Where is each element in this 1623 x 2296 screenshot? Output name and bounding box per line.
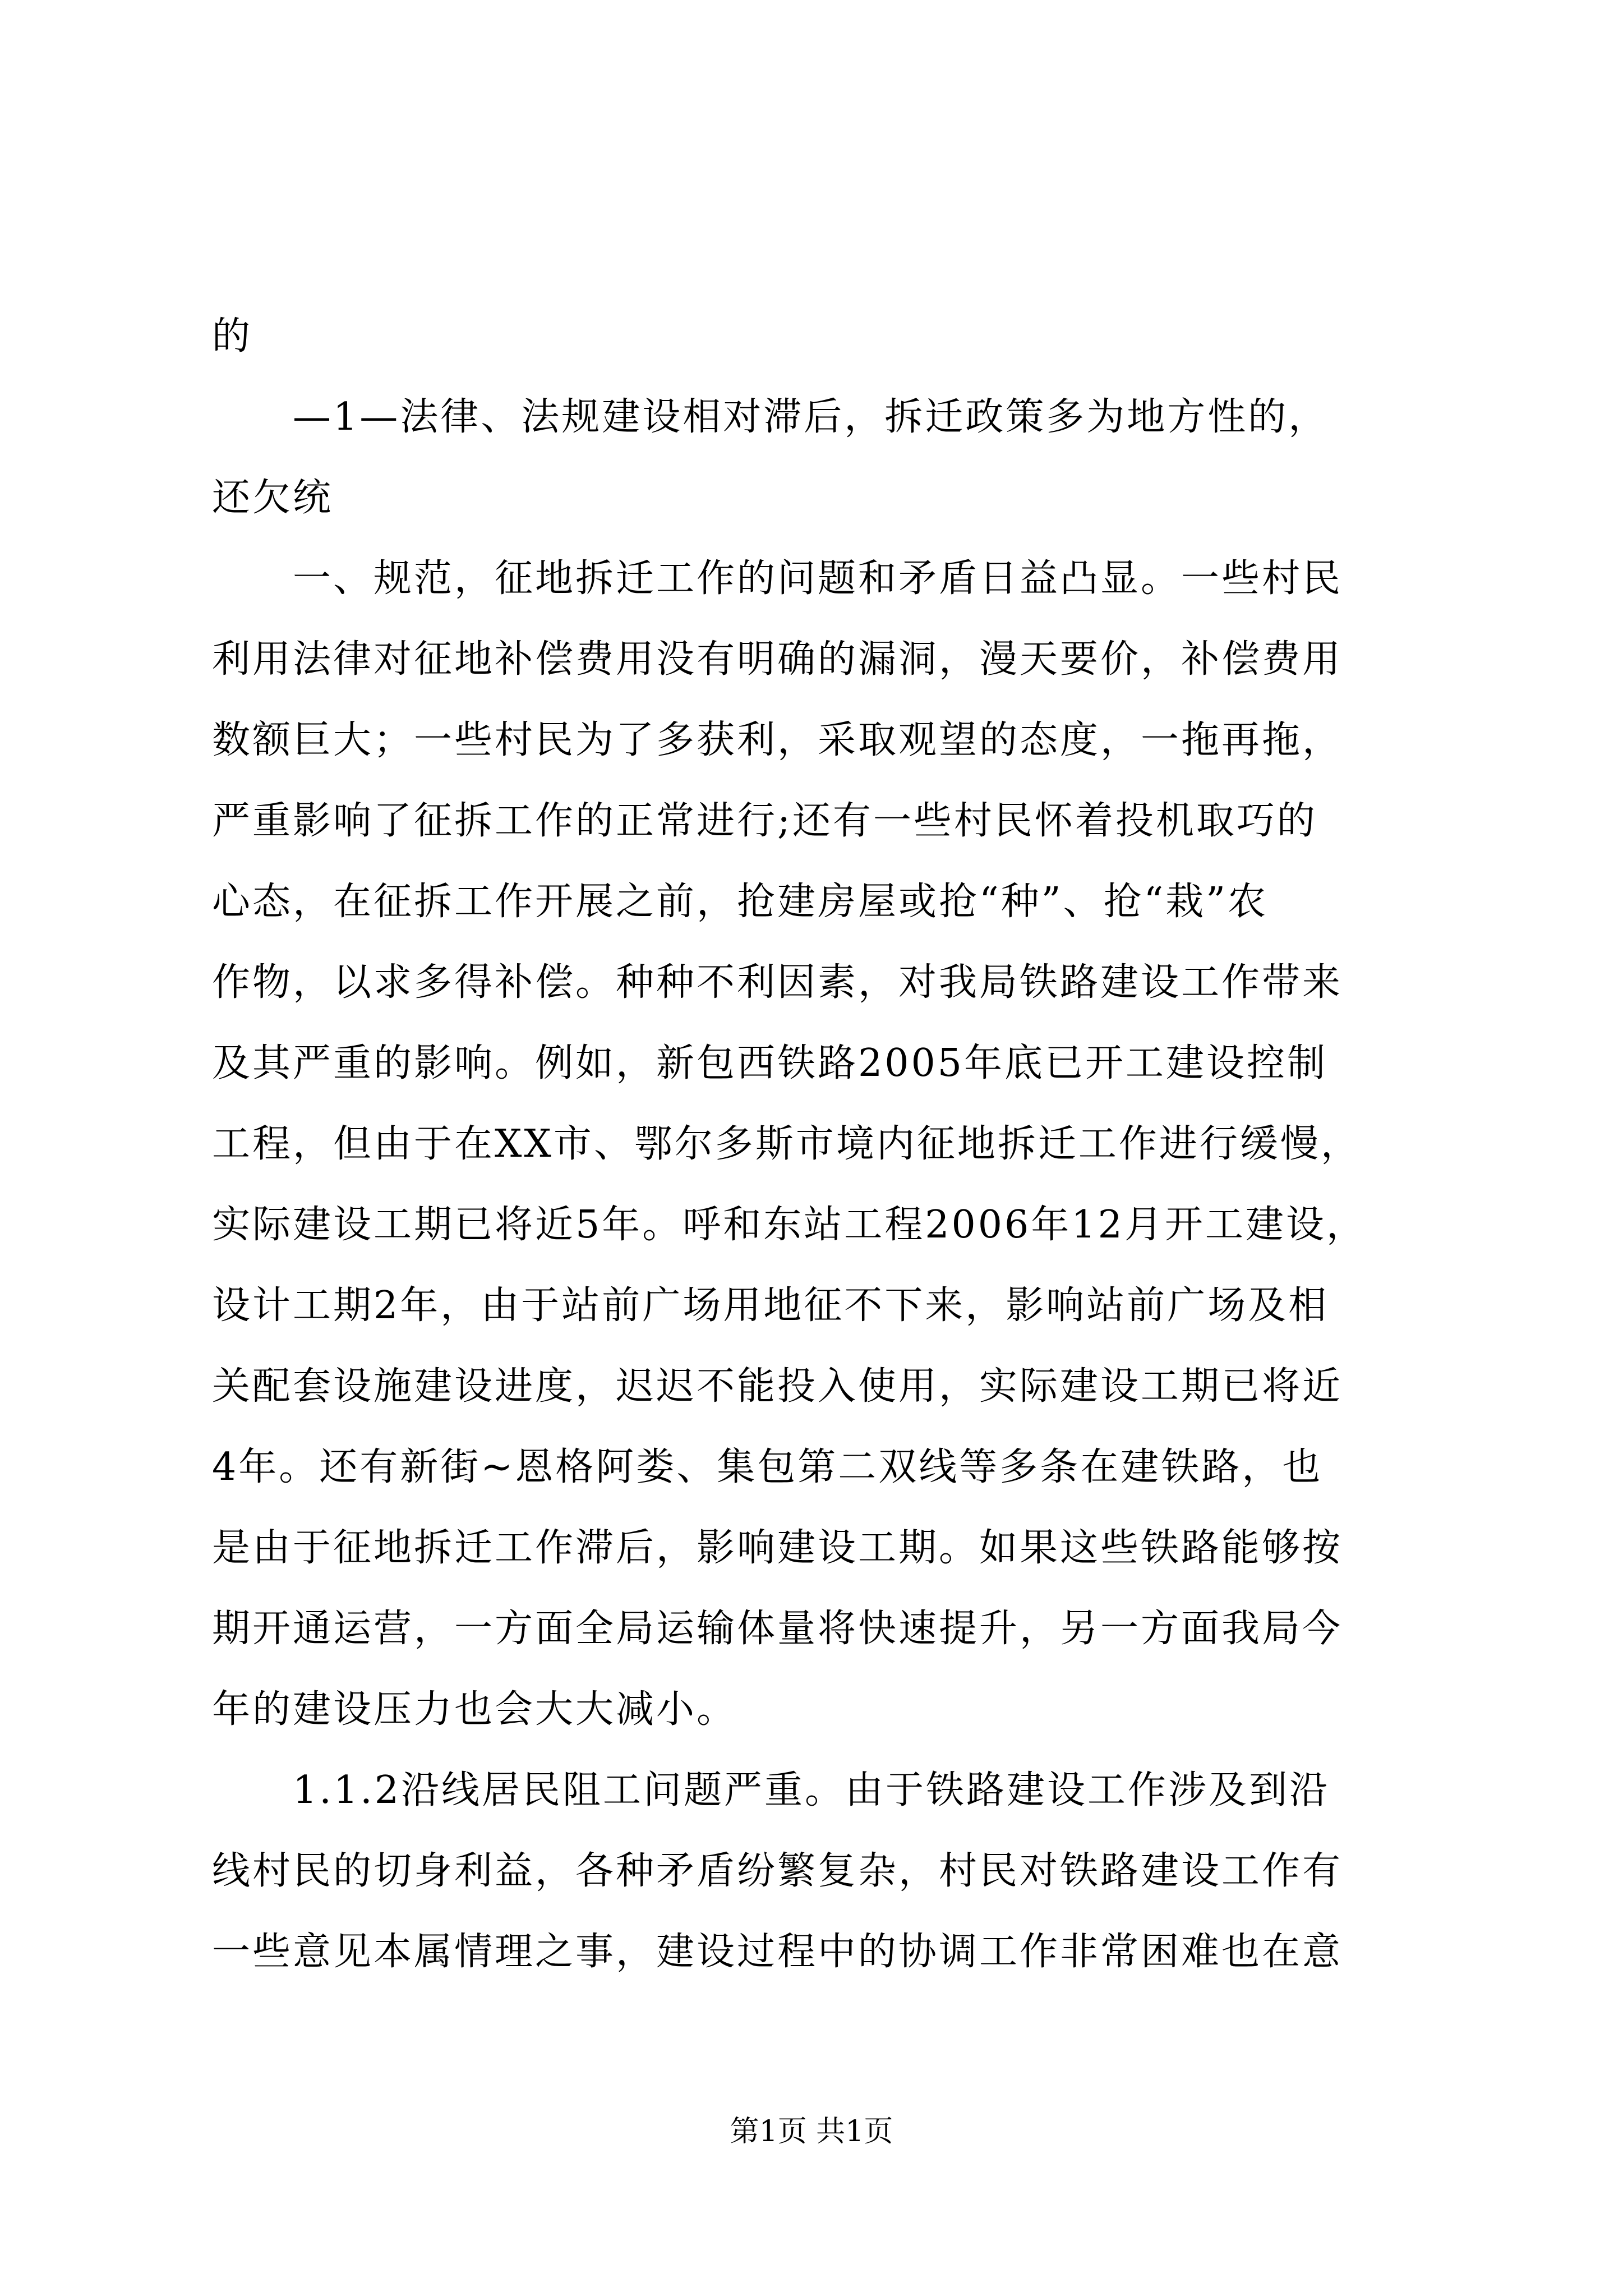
text-line: 关配套设施建设进度，迟迟不能投入使用，实际建设工期已将近 [212, 1364, 1343, 1409]
text-line: 工程，但由于在XX市、鄂尔多斯市境内征地拆迁工作进行缓慢， [212, 1122, 1361, 1166]
page-number-label: 第1页 共1页 [730, 2115, 893, 2148]
text-line: 4年。还有新街~恩格阿娄、集包第二双线等多条在建铁路，也 [212, 1445, 1323, 1489]
text-line: 心态，在征拆工作开展之前，抢建房屋或抢“种”、抢“栽”农 [212, 880, 1269, 924]
text-line: 一些意见本属情理之事，建设过程中的协调工作非常困难也在意 [212, 1930, 1343, 1974]
text-line: 及其严重的影响。例如，新包西铁路2005年底已开工建设控制 [212, 1041, 1328, 1085]
text-line: —1—法律、法规建设相对滞后，拆迁政策多为地方性的， [212, 395, 1329, 439]
text-line: 的 [212, 314, 253, 358]
text-line: 数额巨大；一些村民为了多获利，采取观望的态度，一拖再拖， [212, 718, 1343, 762]
text-line: 线村民的切身利益，各种矛盾纷繁复杂，村民对铁路建设工作有 [212, 1849, 1343, 1893]
text-line: 1.1.2沿线居民阻工问题严重。由于铁路建设工作涉及到沿 [212, 1768, 1330, 1812]
text-line: 作物，以求多得补偿。种种不利因素，对我局铁路建设工作带来 [212, 960, 1343, 1005]
text-line: 一、规范，征地拆迁工作的问题和矛盾日益凸显。一些村民 [212, 556, 1343, 601]
text-line: 严重影响了征拆工作的正常进行;还有一些村民怀着投机取巧的 [212, 799, 1317, 843]
text-line: 期开通运营，一方面全局运输体量将快速提升，另一方面我局今 [212, 1607, 1343, 1651]
text-line: 设计工期2年，由于站前广场用地征不下来，影响站前广场及相 [212, 1283, 1329, 1328]
page-footer [0, 2109, 1623, 2154]
text-line: 实际建设工期已将近5年。呼和东站工程2006年12月开工建设， [212, 1203, 1367, 1247]
text-line: 年的建设压力也会大大减小。 [212, 1687, 737, 1732]
text-line: 利用法律对征地补偿费用没有明确的漏洞，漫天要价，补偿费用 [212, 637, 1343, 682]
text-line: 是由于征地拆迁工作滞后，影响建设工期。如果这些铁路能够按 [212, 1526, 1343, 1570]
text-line: 还欠统 [212, 476, 334, 520]
document-body [212, 296, 1423, 1993]
